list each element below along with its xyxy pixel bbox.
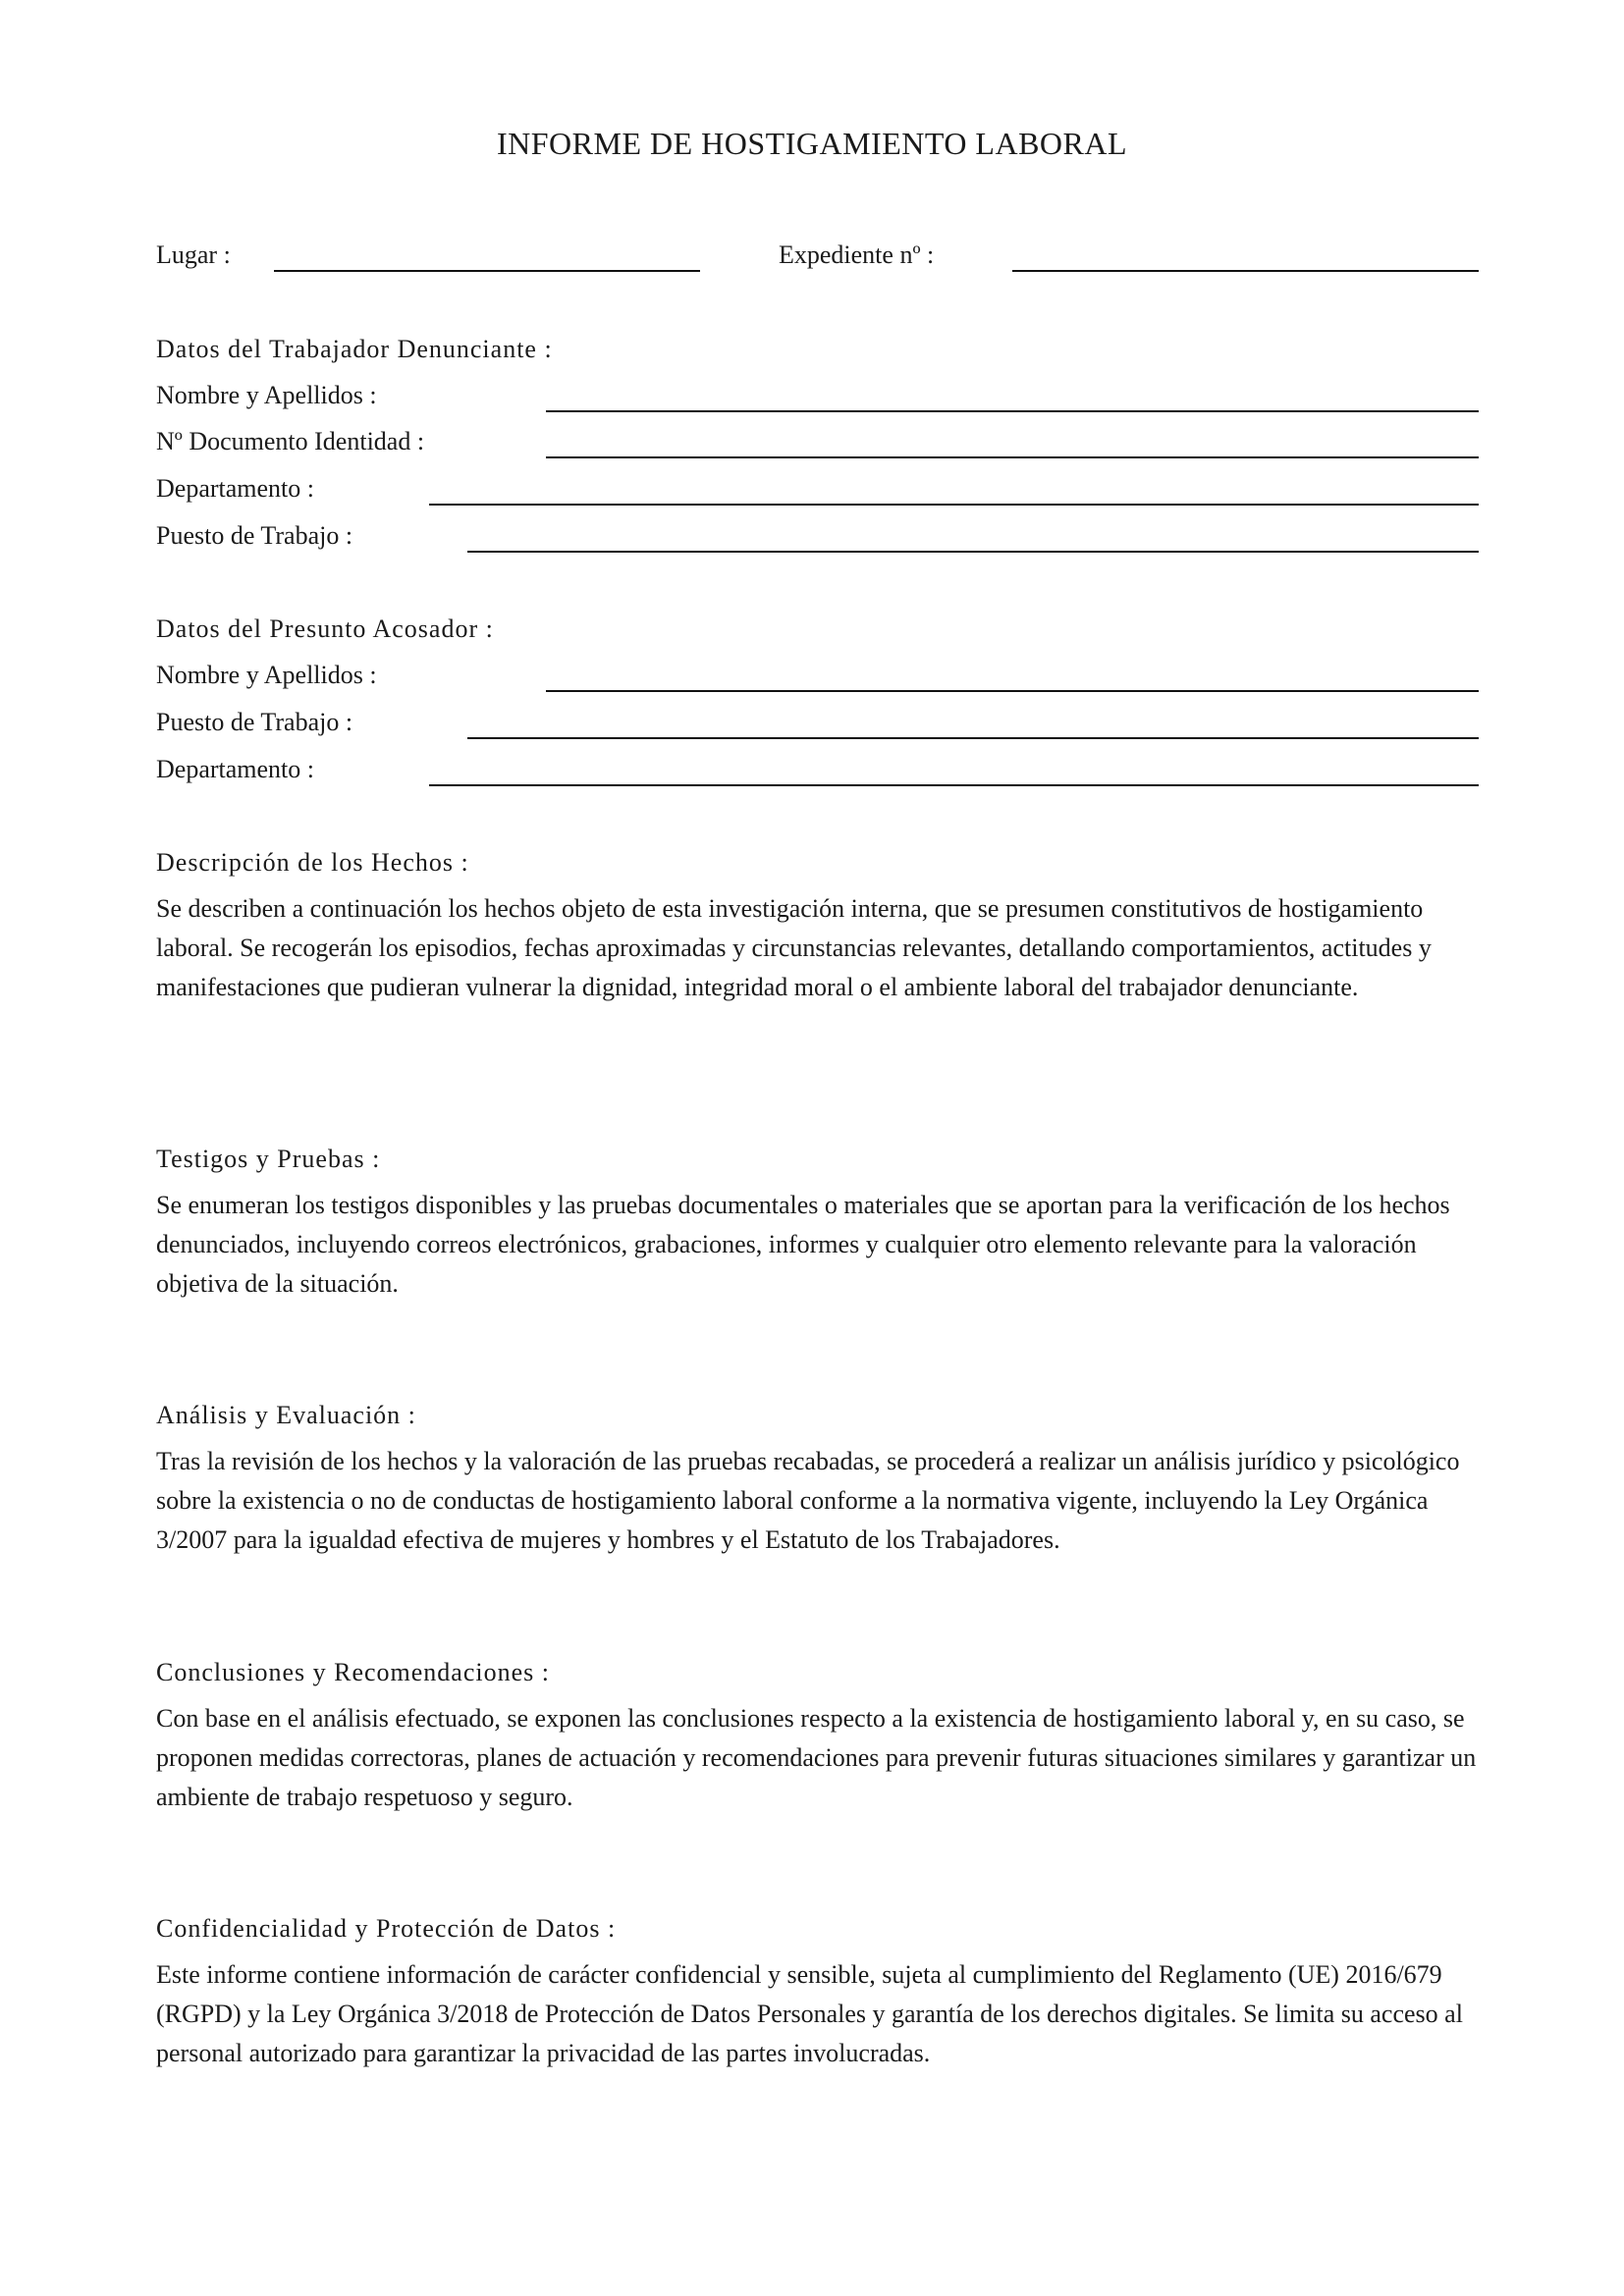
trabajador-puesto-field[interactable] [467,551,1479,553]
descripcion-heading: Descripción de los Hechos : [156,848,469,877]
acosador-nombre-label: Nombre y Apellidos : [156,661,377,689]
expediente-field[interactable] [1012,270,1479,272]
acosador-puesto-label: Puesto de Trabajo : [156,708,353,736]
acosador-departamento-field[interactable] [429,784,1479,786]
trabajador-departamento-label: Departamento : [156,474,314,503]
testigos-heading: Testigos y Pruebas : [156,1145,381,1173]
analisis-heading: Análisis y Evaluación : [156,1401,416,1429]
expediente-label: Expediente nº : [779,240,935,269]
trabajador-nombre-field[interactable] [546,410,1479,412]
descripcion-text: Se describen a continuación los hechos objeto de esta investigación interna, que se presumen constitutivos de hostigamiento laboral. Se recogerán los episodios, fechas aproximadas y circunstancias relevantes, detallando comportamientos, actitudes y manifestaciones que pudieran vulnerar la dignidad, integridad moral o el ambiente laboral del trabajador denunciante. [156,894,1432,1001]
confidencialidad-heading: Confidencialidad y Protección de Datos : [156,1914,617,1943]
trabajador-heading: Datos del Trabajador Denunciante : [156,335,553,363]
document-title: INFORME DE HOSTIGAMIENTO LABORAL [496,126,1128,161]
trabajador-documento-label: Nº Documento Identidad : [156,427,425,455]
testigos-text: Se enumeran los testigos disponibles y las pruebas documentales o materiales que se aportan para la verificación de los hechos denunciados, incluyendo correos electrónicos, grabaciones, informes y cualquier otro elemento relevante para la valoración objetiva de la situación. [156,1191,1450,1298]
acosador-heading: Datos del Presunto Acosador : [156,614,494,643]
conclusiones-text: Con base en el análisis efectuado, se exponen las conclusiones respecto a la existencia de hostigamiento laboral y, en su caso, se proponen medidas correctoras, planes de actuación y recomendaciones para prevenir futuras situaciones similares y garantizar un ambiente de trabajo respetuoso y seguro. [156,1704,1477,1811]
conclusiones-heading: Conclusiones y Recomendaciones : [156,1658,550,1686]
analisis-text: Tras la revisión de los hechos y la valoración de las pruebas recabadas, se procederá a realizar un análisis jurídico y psicológico sobre la existencia o no de conductas de hostigamiento laboral conforme a la normativa vigente, incluyendo la Ley Orgánica 3/2007 para la igualdad efectiva de mujeres y hombres y el Estatuto de los Trabajadores. [156,1447,1460,1554]
lugar-label: Lugar : [156,240,231,269]
trabajador-nombre-label: Nombre y Apellidos : [156,381,377,409]
trabajador-departamento-field[interactable] [429,504,1479,506]
acosador-nombre-field[interactable] [546,690,1479,692]
acosador-puesto-field[interactable] [467,737,1479,739]
confidencialidad-text: Este informe contiene información de carácter confidencial y sensible, sujeta al cumplimiento del Reglamento (UE) 2016/679 (RGPD) y la Ley Orgánica 3/2018 de Protección de Datos Personales y garantía de los derechos digitales. Se limita su acceso al personal autorizado para garantizar la privacidad de las partes involucradas. [156,1960,1463,2067]
trabajador-documento-field[interactable] [546,456,1479,458]
acosador-departamento-label: Departamento : [156,755,314,783]
lugar-field[interactable] [274,270,700,272]
trabajador-puesto-label: Puesto de Trabajo : [156,521,353,550]
